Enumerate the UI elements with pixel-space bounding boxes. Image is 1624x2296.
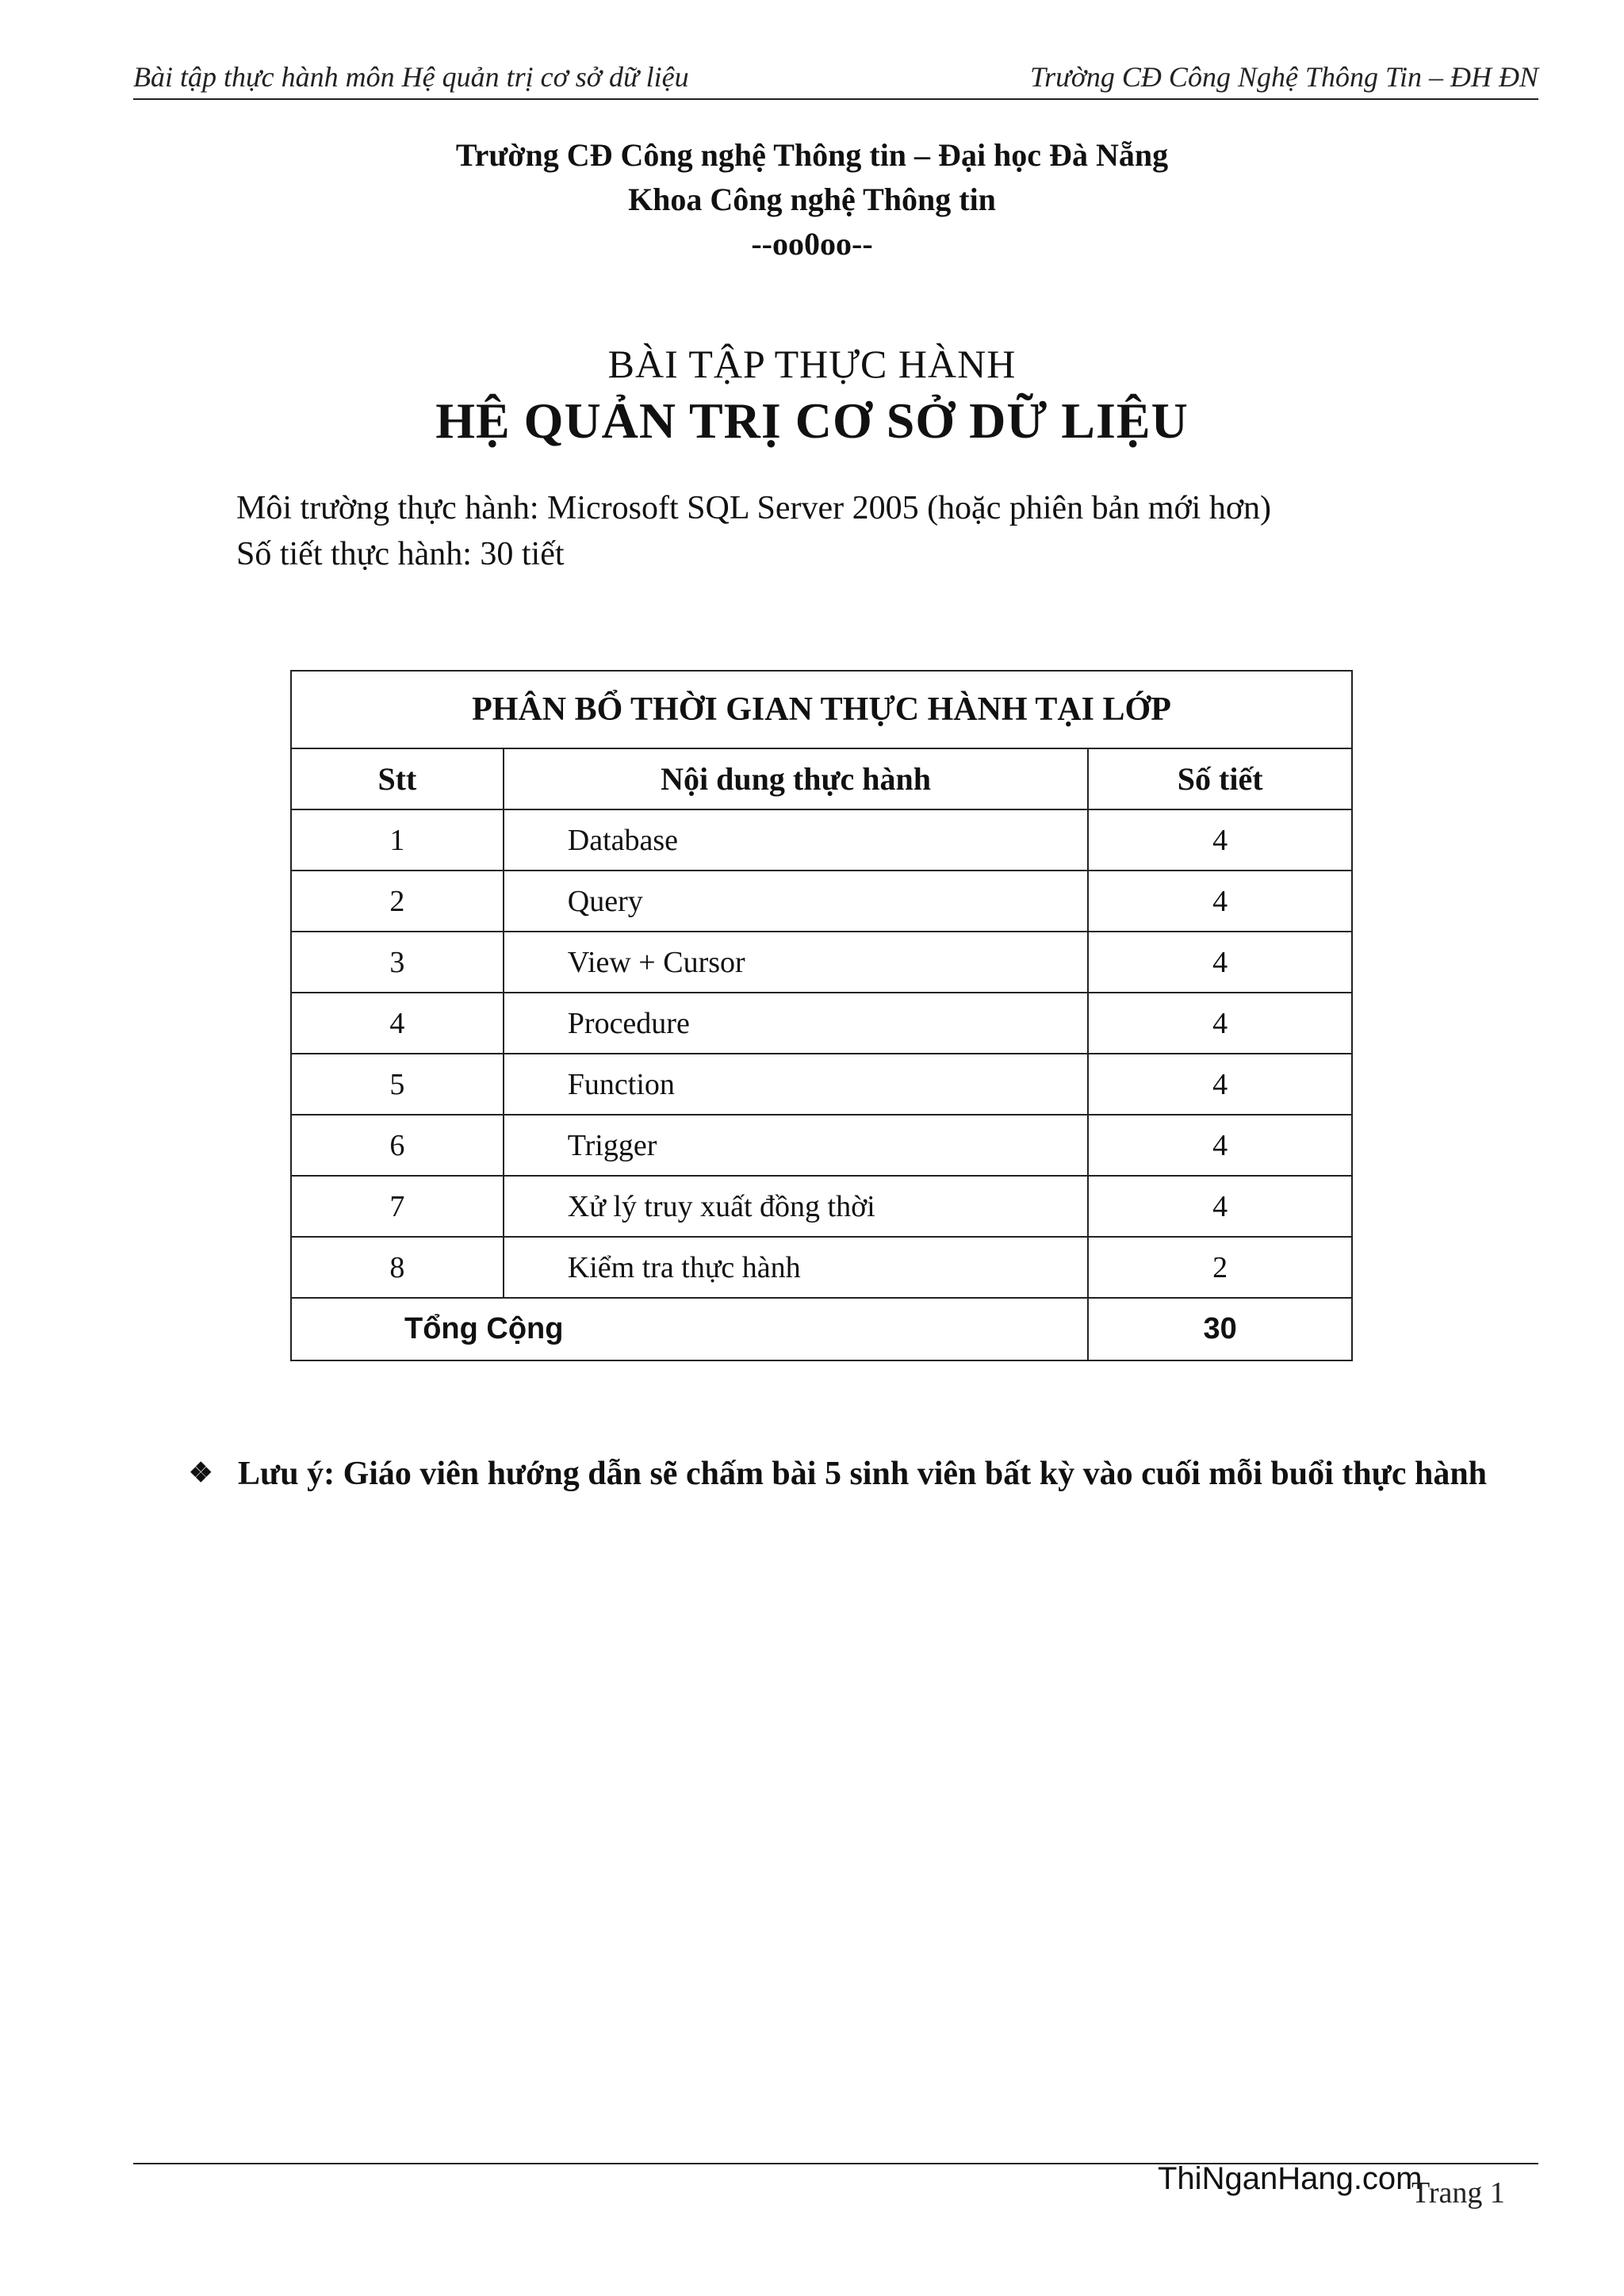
schedule-table bbox=[290, 670, 1353, 1361]
row-periods: 4 bbox=[1088, 809, 1352, 871]
doc-title: HỆ QUẢN TRỊ CƠ SỞ DỮ LIỆU bbox=[435, 392, 1189, 449]
row-periods: 4 bbox=[1088, 1054, 1352, 1115]
note-block bbox=[189, 1452, 1537, 1495]
table-row bbox=[291, 993, 1352, 1054]
column-header-content: Nội dung thực hành bbox=[504, 748, 1089, 809]
table-total-row bbox=[291, 1298, 1352, 1360]
row-stt: 2 bbox=[291, 871, 504, 932]
ornament-separator: --oo0oo-- bbox=[751, 226, 873, 262]
table-row bbox=[291, 1176, 1352, 1237]
diamond-bullet-icon: ❖ bbox=[189, 1459, 213, 1488]
header-left-text: Bài tập thực hành môn Hệ quản trị cơ sở dữ liệu bbox=[133, 61, 689, 93]
row-periods: 4 bbox=[1088, 871, 1352, 932]
table-row bbox=[291, 932, 1352, 993]
table-row bbox=[291, 871, 1352, 932]
table-row bbox=[291, 1115, 1352, 1176]
row-content: Xử lý truy xuất đồng thời bbox=[504, 1176, 1089, 1237]
row-content: Procedure bbox=[504, 993, 1089, 1054]
row-periods: 2 bbox=[1088, 1237, 1352, 1298]
total-value: 30 bbox=[1088, 1298, 1352, 1360]
row-stt: 8 bbox=[291, 1237, 504, 1298]
row-periods: 4 bbox=[1088, 993, 1352, 1054]
table-row bbox=[291, 809, 1352, 871]
row-stt: 4 bbox=[291, 993, 504, 1054]
row-stt: 6 bbox=[291, 1115, 504, 1176]
row-content: Function bbox=[504, 1054, 1089, 1115]
column-header-periods: Số tiết bbox=[1088, 748, 1352, 809]
table-row bbox=[291, 1237, 1352, 1298]
running-header bbox=[133, 57, 1538, 100]
row-periods: 4 bbox=[1088, 1176, 1352, 1237]
table-row bbox=[291, 1054, 1352, 1115]
school-block bbox=[0, 133, 1624, 266]
periods-line: Số tiết thực hành: 30 tiết bbox=[236, 536, 565, 572]
row-stt: 5 bbox=[291, 1054, 504, 1115]
row-content: Kiểm tra thực hành bbox=[504, 1237, 1089, 1298]
row-stt: 7 bbox=[291, 1176, 504, 1237]
row-content: View + Cursor bbox=[504, 932, 1089, 993]
environment-line: Môi trường thực hành: Microsoft SQL Server 2005 (hoặc phiên bản mới hơn) bbox=[236, 490, 1272, 526]
row-periods: 4 bbox=[1088, 932, 1352, 993]
note-text: Lưu ý: Giáo viên hướng dẫn sẽ chấm bài 5 sinh viên bất kỳ vào cuối mỗi buổi thực hành bbox=[238, 1456, 1488, 1492]
total-label: Tổng Cộng bbox=[291, 1298, 1088, 1360]
row-content: Query bbox=[504, 871, 1089, 932]
watermark-text: ThiNganHang.com bbox=[1158, 2161, 1423, 2196]
header-right-text: Trường CĐ Công Nghệ Thông Tin – ĐH ĐN bbox=[1030, 61, 1538, 93]
table-title: PHÂN BỔ THỜI GIAN THỰC HÀNH TẠI LỚP bbox=[291, 671, 1352, 748]
school-name: Trường CĐ Công nghệ Thông tin – Đại học Đà Nẵng bbox=[455, 137, 1169, 173]
practice-info bbox=[236, 485, 1271, 577]
table-header-row bbox=[291, 748, 1352, 809]
row-stt: 1 bbox=[291, 809, 504, 871]
row-stt: 3 bbox=[291, 932, 504, 993]
row-content: Database bbox=[504, 809, 1089, 871]
faculty-name: Khoa Công nghệ Thông tin bbox=[628, 182, 996, 217]
row-periods: 4 bbox=[1088, 1115, 1352, 1176]
column-header-stt: Stt bbox=[291, 748, 504, 809]
page-number: Trang 1 bbox=[1411, 2176, 1505, 2210]
doc-subtitle: BÀI TẬP THỰC HÀNH bbox=[607, 342, 1017, 386]
row-content: Trigger bbox=[504, 1115, 1089, 1176]
